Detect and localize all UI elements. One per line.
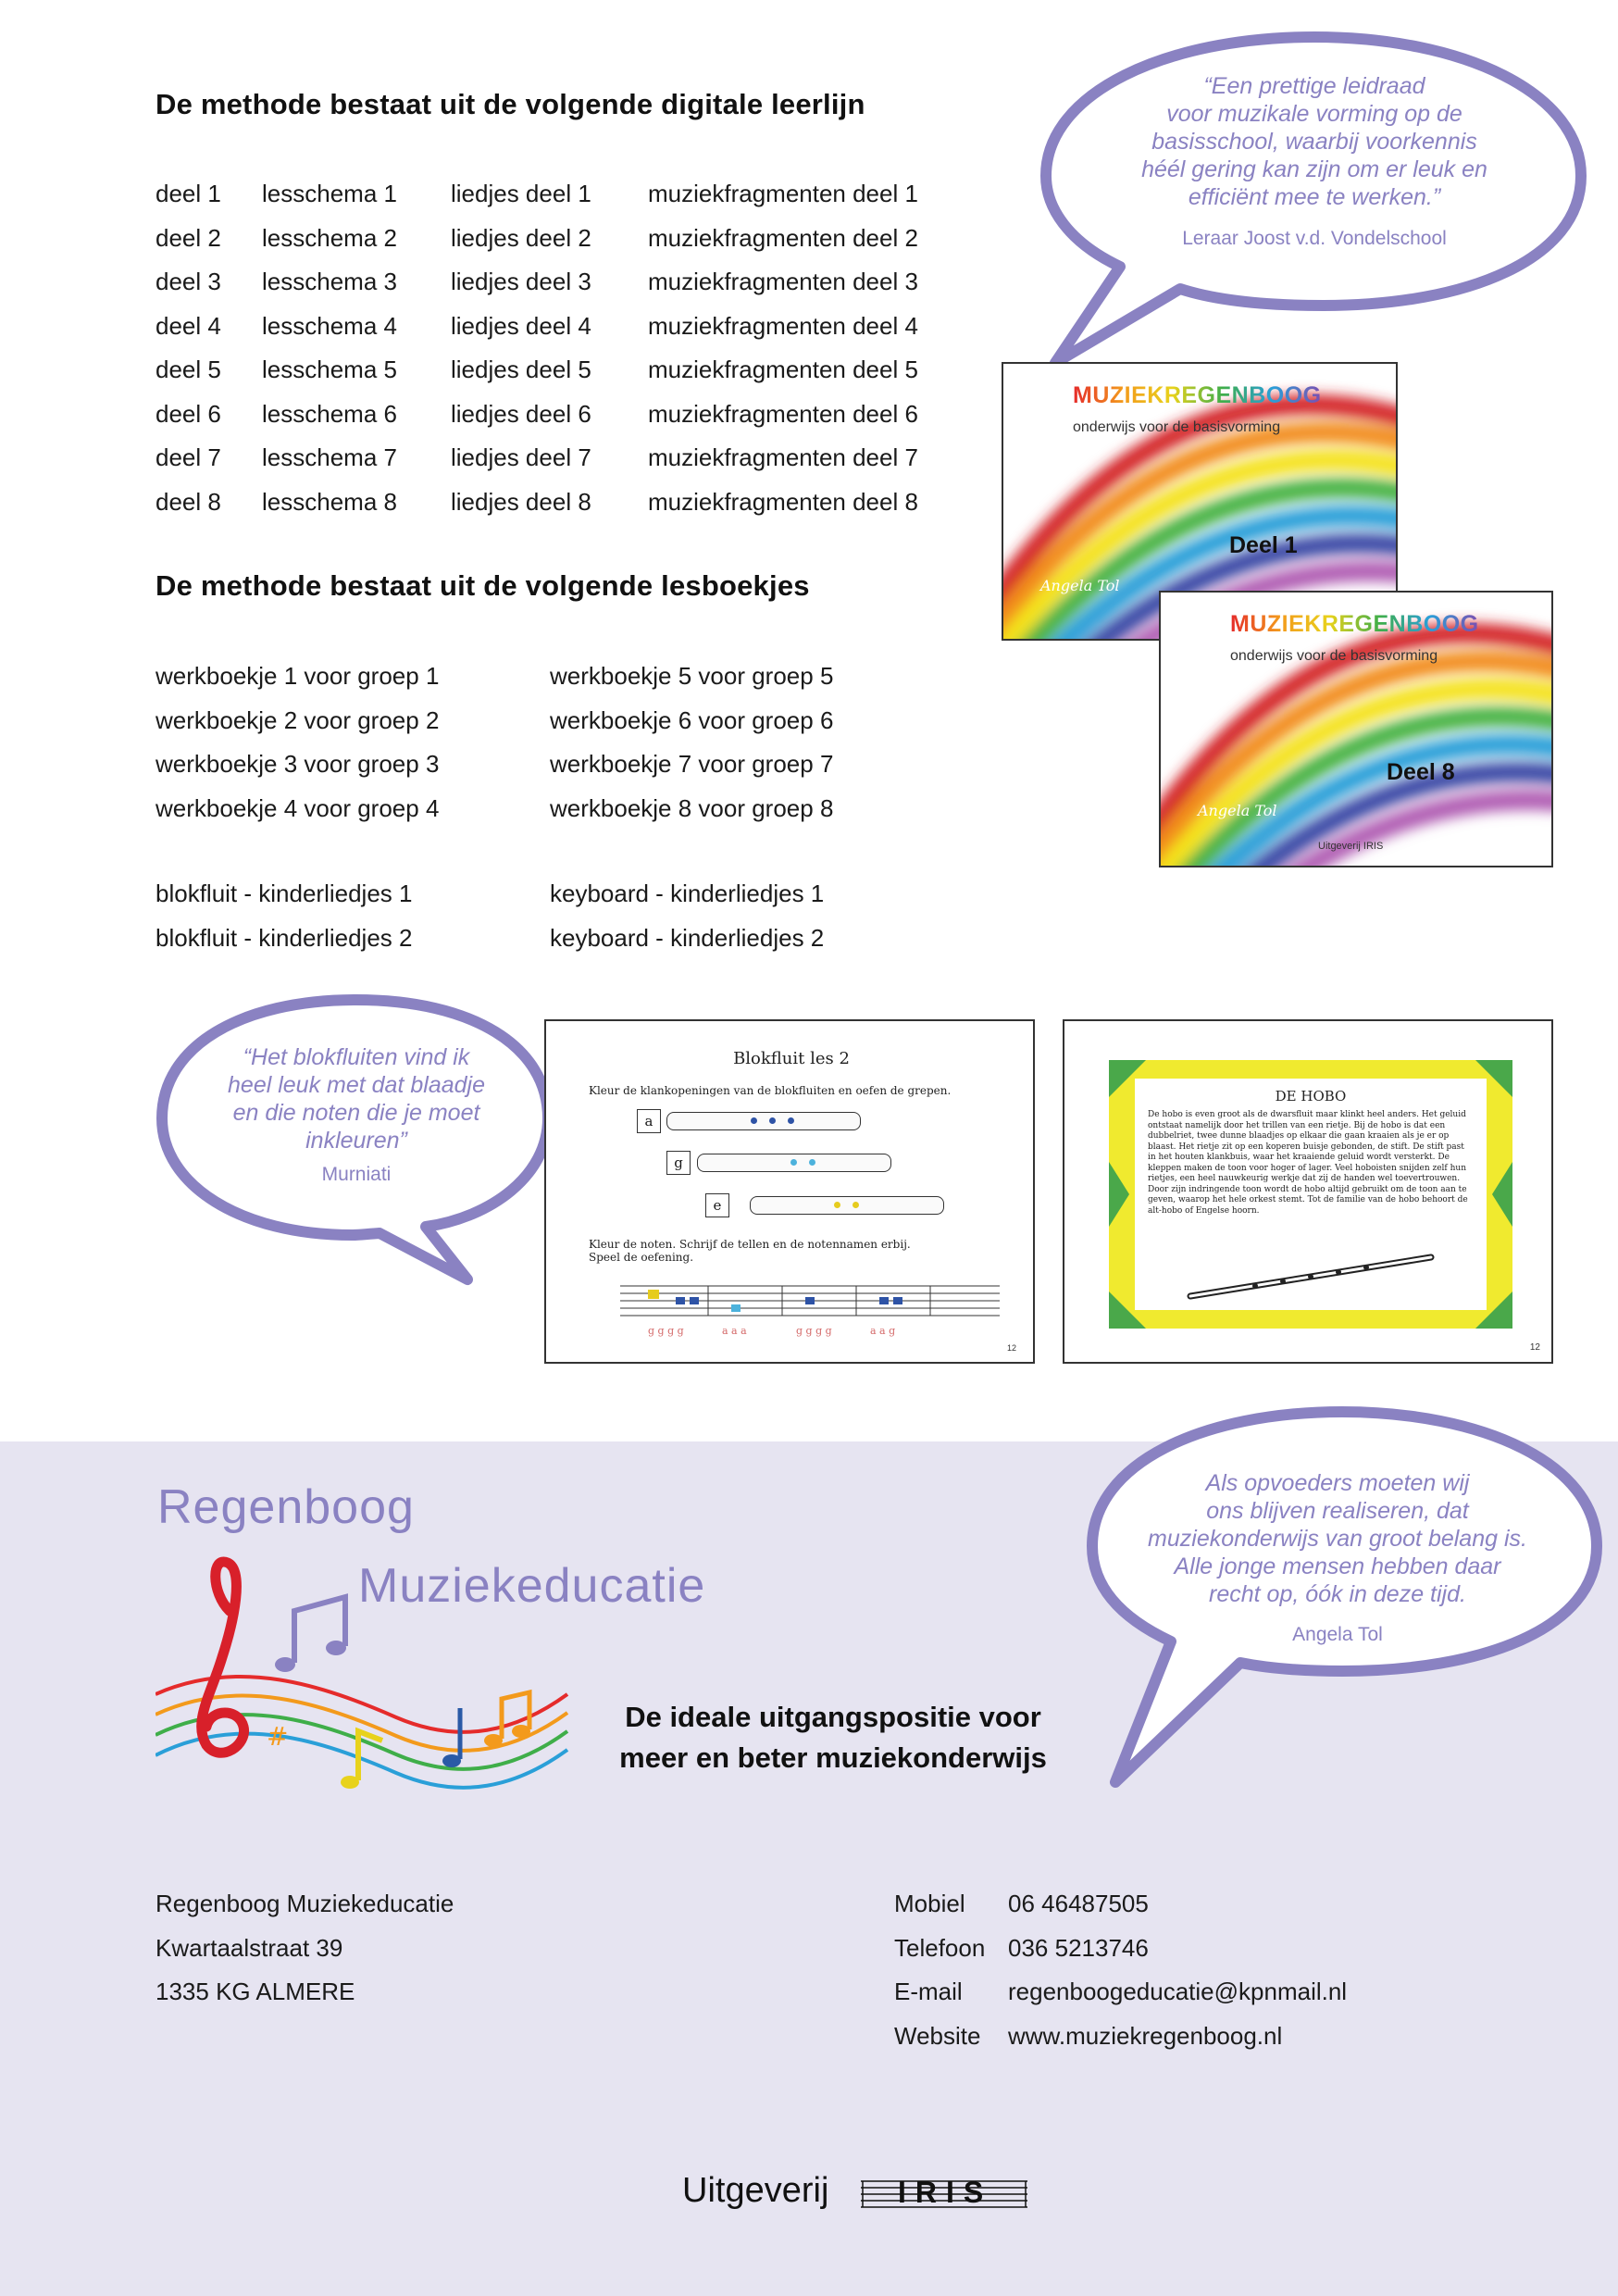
svg-text:g g g g: g g g g — [796, 1325, 832, 1337]
table-cell: muziekfragmenten deel 8 — [648, 487, 918, 516]
teacher-quote-author: Leraar Joost v.d. Vondelschool — [1182, 228, 1447, 249]
student-quote: “Het blokfluiten vind ik heel leuk met dat blaadje en die noten die je moet inkleuren” — [228, 1044, 485, 1154]
address-line: 1335 KG ALMERE — [156, 1978, 355, 2005]
booklets-left-list — [156, 655, 439, 830]
table-cell: muziekfragmenten deel 1 — [648, 180, 918, 208]
list-item: keyboard - kinderliedjes 2 — [550, 923, 825, 952]
recorder-icon — [666, 1112, 861, 1130]
table-cell: lesschema 6 — [262, 399, 397, 428]
table-cell: lesschema 3 — [262, 268, 397, 296]
table-cell: deel 3 — [156, 268, 221, 296]
cover-author: Angela Tol — [1198, 802, 1277, 819]
table-cell: muziekfragmenten deel 2 — [648, 223, 918, 252]
table-row — [156, 348, 953, 393]
table-row — [156, 260, 953, 305]
table-cell: liedjes deel 4 — [451, 311, 591, 340]
list-item: keyboard - kinderliedjes 1 — [550, 880, 825, 907]
cover-deel-8 — [1159, 591, 1553, 867]
table-cell: muziekfragmenten deel 4 — [648, 311, 918, 340]
table-cell: muziekfragmenten deel 7 — [648, 443, 918, 472]
contact-labels — [894, 1882, 985, 2058]
music-staff-icon — [620, 1277, 1000, 1341]
svg-text:#: # — [267, 1721, 289, 1752]
contact-label: Website — [894, 2021, 981, 2050]
table-cell: liedjes deel 6 — [451, 399, 591, 428]
phone-number: 036 5213746 — [1008, 1933, 1149, 1962]
table-cell: deel 6 — [156, 399, 221, 428]
table-cell: muziekfragmenten deel 5 — [648, 356, 918, 384]
contact-label: E-mail — [894, 1978, 963, 2005]
svg-text:a a g: a a g — [870, 1325, 896, 1337]
publisher-logo: IRIS — [861, 2176, 992, 2209]
list-item: blokfluit - kinderliedjes 1 — [156, 880, 413, 907]
recorder-icon — [750, 1196, 944, 1215]
thumb-recorder-lesson — [544, 1019, 1035, 1364]
table-cell: lesschema 7 — [262, 443, 397, 472]
thumb-step-1: Kleur de klankopeningen van de blokfluiten en oefen de grepen. — [589, 1084, 952, 1097]
table-cell: liedjes deel 2 — [451, 223, 591, 252]
table-row — [156, 393, 953, 437]
publisher-word: Uitgeverij — [682, 2171, 829, 2210]
tagline: De ideale uitgangspositie voor meer en beter muziekonderwijs — [619, 1701, 1047, 1774]
address-block — [156, 1882, 454, 2015]
table-cell: lesschema 4 — [262, 311, 397, 340]
table-cell: muziekfragmenten deel 3 — [648, 268, 918, 296]
table-row — [156, 480, 953, 525]
extra-right-list — [550, 872, 824, 960]
table-cell: lesschema 5 — [262, 356, 397, 384]
contact-values — [1008, 1882, 1347, 2058]
list-item: werkboekje 4 voor groep 4 — [156, 793, 440, 822]
thumb-title: Blokfluit les 2 — [733, 1049, 850, 1068]
note-box: e — [705, 1193, 729, 1217]
list-item: werkboekje 7 voor groep 7 — [550, 750, 834, 778]
brand-muziekeducatie: Muziekeducatie — [358, 1559, 706, 1613]
brand-regenboog: Regenboog — [157, 1480, 415, 1534]
list-item: werkboekje 2 voor groep 2 — [156, 705, 440, 734]
note-box: g — [666, 1151, 691, 1175]
table-cell: liedjes deel 1 — [451, 180, 591, 208]
table-cell: deel 8 — [156, 487, 221, 516]
oboe-frame — [1109, 1060, 1512, 1329]
author-quote-author: Angela Tol — [1292, 1624, 1383, 1645]
cover-volume: Deel 8 — [1387, 759, 1455, 785]
oboe-body: De hobo is even groot als de dwarsfluit maar klinkt heel anders. Het geluid ontstaat namelijk door het trillen van een rietje. Bij de hobo is dat een dubbelriet, twee dunne blaadjes op elkaar die gaan kraaien als je er op blaast. Het rietje zit op een koperen buisje gebonden, de stift. De stift past in het houten klankbuis, waar het kraaiende geluid wordt versterkt. De kleppen maken de toon voor hoger of lager. Veel hoboisten snijden zelf hun rietjes, een heel nauwkeurig werkje dat zij de handen wel toevertrouwen. Door zijn indringende toon wordt de hobo altijd gebruikt om de toon aan te geven, waarop het hele orkest stemt. Tot de familie van de hobo behoort de alt-hobo of Engelse hoorn. — [1148, 1110, 1468, 1216]
author-quote: Als opvoeders moeten wij ons blijven realiseren, dat muziekonderwijs van groot belang is. Alle jonge mensen hebben daar recht op, óók in deze tijd. — [1148, 1470, 1527, 1607]
table-cell: liedjes deel 3 — [451, 268, 591, 296]
recorder-icon — [697, 1154, 891, 1172]
list-item: blokfluit - kinderliedjes 2 — [156, 923, 413, 952]
thumb-page-number: 12 — [1006, 1343, 1016, 1353]
cover-subtitle: onderwijs voor de basisvorming — [1073, 419, 1281, 435]
table-cell: lesschema 1 — [262, 180, 397, 208]
student-quote-author: Murniati — [321, 1164, 392, 1185]
cover-volume: Deel 1 — [1229, 532, 1298, 558]
table-row — [156, 436, 953, 480]
table-cell: deel 5 — [156, 356, 221, 384]
mobile-number: 06 46487505 — [1008, 1890, 1149, 1917]
email-link[interactable]: regenboogeducatie@kpnmail.nl — [1008, 1978, 1348, 2005]
table-row — [156, 217, 953, 261]
thumb-page-number: 12 — [1529, 1342, 1540, 1353]
cover-brand: MUZIEKREGENBOOG — [1230, 611, 1479, 637]
digital-table — [156, 172, 953, 524]
thumb-oboe — [1063, 1019, 1553, 1364]
extra-left-list — [156, 872, 412, 960]
booklets-heading: De methode bestaat uit de volgende lesboekjes — [156, 569, 810, 602]
oboe-title: DE HOBO — [1275, 1088, 1347, 1104]
table-cell: muziekfragmenten deel 6 — [648, 399, 918, 428]
thumb-step-2: Kleur de noten. Schrijf de tellen en de notennamen erbij. Speel de oefening. — [589, 1238, 911, 1264]
table-cell: deel 7 — [156, 443, 221, 472]
svg-text:g g g g: g g g g — [648, 1325, 684, 1337]
table-cell: lesschema 2 — [262, 223, 397, 252]
note-box: a — [637, 1109, 661, 1133]
address-line: Regenboog Muziekeducatie — [156, 1890, 454, 1917]
contact-label: Mobiel — [894, 1890, 965, 1917]
cover-brand: MUZIEKREGENBOOG — [1073, 382, 1322, 408]
address-line: Kwartaalstraat 39 — [156, 1933, 343, 1962]
cover-publisher: Uitgeverij IRIS — [1318, 841, 1384, 852]
list-item: werkboekje 1 voor groep 1 — [156, 662, 440, 690]
list-item: werkboekje 5 voor groep 5 — [550, 662, 834, 690]
table-row — [156, 172, 953, 217]
list-item: werkboekje 8 voor groep 8 — [550, 793, 834, 822]
booklets-right-list — [550, 655, 833, 830]
oboe-icon — [1181, 1250, 1440, 1305]
teacher-quote: “Een prettige leidraad voor muzikale vorming op de basisschool, waarbij voorkennis héél gering kan zijn om er leuk en efficiënt mee te werken.” — [1141, 73, 1487, 210]
contact-label: Telefoon — [894, 1933, 986, 1962]
table-cell: deel 2 — [156, 223, 221, 252]
table-cell: deel 4 — [156, 311, 221, 340]
cover-subtitle: onderwijs voor de basisvorming — [1230, 648, 1438, 664]
table-cell: deel 1 — [156, 180, 221, 208]
website-link[interactable]: www.muziekregenboog.nl — [1008, 2021, 1283, 2050]
table-cell: liedjes deel 5 — [451, 356, 591, 384]
svg-text:a a a: a a a — [722, 1325, 747, 1337]
table-cell: liedjes deel 8 — [451, 487, 591, 516]
cover-author: Angela Tol — [1040, 577, 1120, 594]
digital-heading: De methode bestaat uit de volgende digitale leerlijn — [156, 88, 865, 120]
table-row — [156, 305, 953, 349]
list-item: werkboekje 3 voor groep 3 — [156, 750, 440, 778]
music-notes-logo-icon — [156, 1555, 572, 1805]
table-cell: liedjes deel 7 — [451, 443, 591, 472]
table-cell: lesschema 8 — [262, 487, 397, 516]
list-item: werkboekje 6 voor groep 6 — [550, 705, 834, 734]
